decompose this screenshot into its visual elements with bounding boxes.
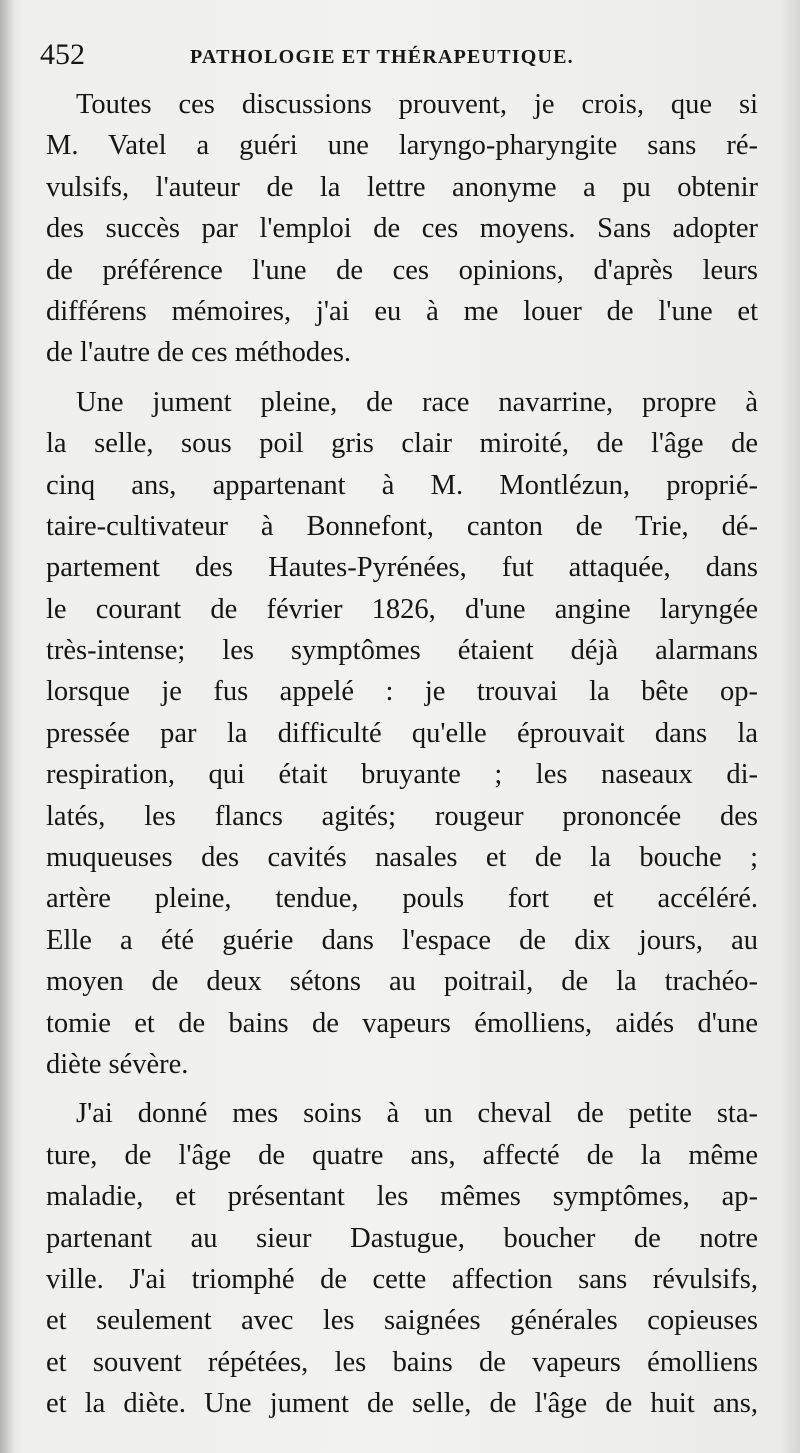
text-line: des succès par l'emploi de ces moyens. Sans adopter [46, 213, 758, 245]
text-line: diète sévère. [46, 1048, 189, 1080]
text-line: J'ai donné mes soins à un cheval de petite sta- [76, 1098, 758, 1130]
text-line: muqueuses des cavités nasales et de la bouche ; [46, 842, 758, 874]
text-line: moyen de deux sétons au poitrail, de la trachéo- [46, 966, 758, 998]
text-line: et seulement avec les saignées générales copieuses [46, 1305, 758, 1337]
text-line: et souvent répétées, les bains de vapeurs émolliens [46, 1346, 758, 1378]
text-line: M. Vatel a guéri une laryngo-pharyngite sans ré- [46, 130, 758, 162]
text-line: cinq ans, appartenant à M. Montlézun, proprié- [46, 469, 758, 501]
paragraph-gap [46, 1085, 758, 1093]
paragraph-3 [46, 1093, 758, 1424]
text-line: partenant au sieur Dastugue, boucher de notre [46, 1222, 758, 1254]
text-line: de préférence l'une de ces opinions, d'après leurs [46, 254, 758, 286]
text-line: lorsque je fus appelé : je trouvai la bête op- [46, 676, 758, 708]
spine-shadow [0, 0, 14, 1453]
text-line: latés, les flancs agités; rougeur prononcée des [46, 800, 758, 832]
text-line: Une jument pleine, de race navarrine, propre à [76, 386, 758, 418]
text-line: et la diète. Une jument de selle, de l'âge de huit ans, [46, 1388, 758, 1420]
text-line: maladie, et présentant les mêmes symptômes, ap- [46, 1181, 758, 1213]
text-line: taire-cultivateur à Bonnefont, canton de Trie, dé- [46, 510, 758, 542]
paragraph-1 [46, 84, 758, 374]
text-line: tomie et de bains de vapeurs émolliens, aidés d'une [46, 1007, 758, 1039]
text-line: ture, de l'âge de quatre ans, affecté de la même [46, 1139, 758, 1171]
text-line: le courant de février 1826, d'une angine laryngée [46, 593, 758, 625]
text-line: pressée par la difficulté qu'elle éprouvait dans la [46, 717, 758, 749]
page-header [40, 38, 760, 78]
text-line: très-intense; les symptômes étaient déjà alarmans [46, 635, 758, 667]
running-title: PATHOLOGIE ET THÉRAPEUTIQUE. [190, 46, 574, 68]
paragraph-2 [46, 382, 758, 1086]
body-text [46, 84, 758, 1425]
text-line: différens mémoires, j'ai eu à me louer de l'une et [46, 295, 758, 327]
paragraph-gap [46, 374, 758, 382]
text-line: de l'autre de ces méthodes. [46, 337, 352, 369]
text-line: la selle, sous poil gris clair miroité, de l'âge de [46, 428, 758, 460]
text-line: partement des Hautes-Pyrénées, fut attaquée, dans [46, 552, 758, 584]
text-line: Elle a été guérie dans l'espace de dix jours, au [46, 924, 758, 956]
page-number: 452 [40, 38, 85, 71]
text-line: ville. J'ai triomphé de cette affection sans révulsifs, [46, 1263, 758, 1295]
text-line: artère pleine, tendue, pouls fort et accéléré. [46, 883, 758, 915]
text-line: vulsifs, l'auteur de la lettre anonyme a pu obtenir [46, 171, 758, 203]
text-line: Toutes ces discussions prouvent, je crois, que si [76, 89, 758, 120]
text-line: respiration, qui était bruyante ; les naseaux di- [46, 759, 758, 791]
